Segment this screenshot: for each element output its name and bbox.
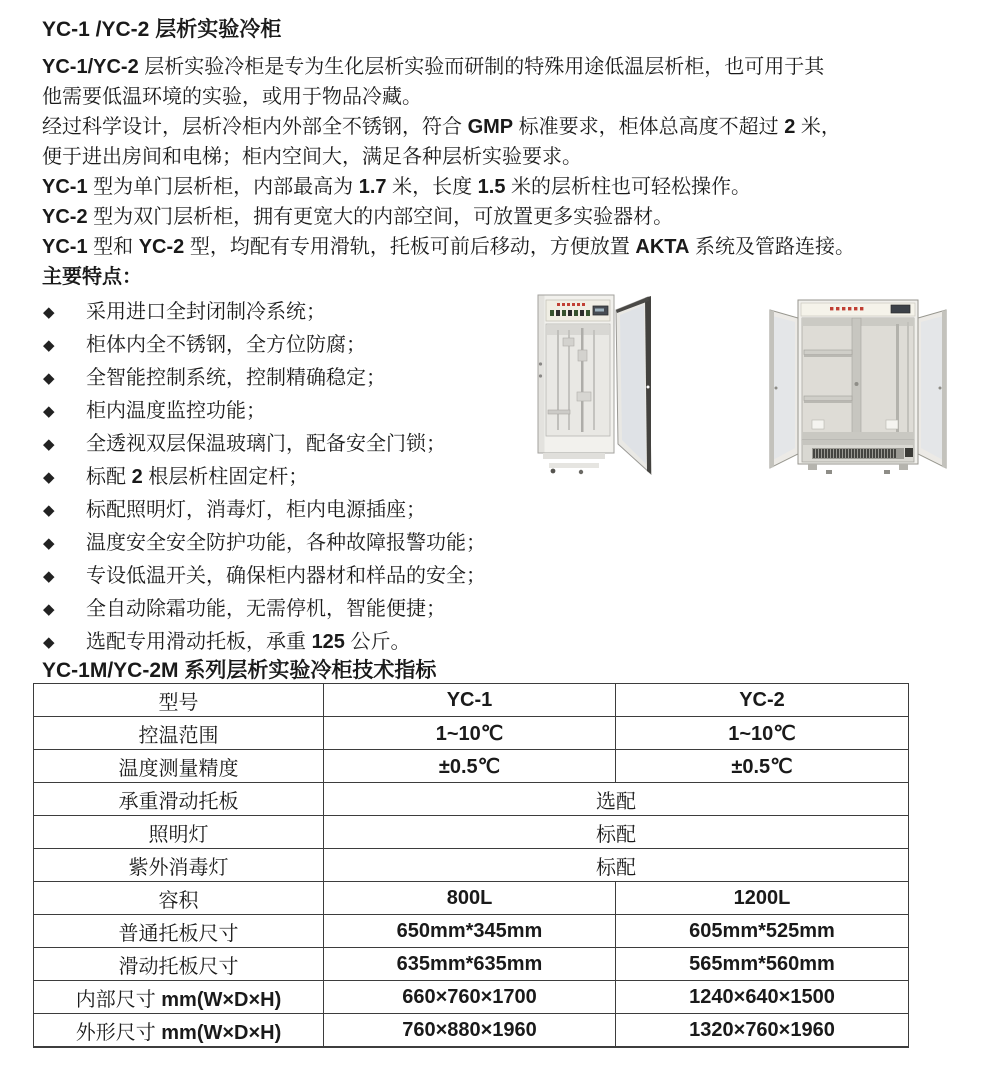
feature-item-text: 标配照明灯，消毒灯，柜内电源插座； — [86, 499, 426, 521]
spec-value-cell: YC-1 — [324, 684, 616, 717]
yc1-control-panel — [546, 300, 610, 321]
spec-header-row — [34, 684, 909, 717]
spec-value-cell: 635mm*635mm — [324, 948, 616, 981]
yc1-open-door — [616, 296, 651, 474]
yc2-product-photo — [768, 296, 948, 480]
spec-row — [34, 750, 909, 783]
spec-row — [34, 717, 909, 750]
spec-value-cell: 760×880×1960 — [324, 1014, 616, 1048]
feature-item-text: 标配 2 根层析柱固定杆； — [86, 466, 309, 488]
diamond-bullet-icon: ◆ — [43, 601, 55, 618]
diamond-bullet-icon: ◆ — [43, 535, 55, 552]
yc2-display — [891, 305, 910, 313]
feature-item-text: 专设低温开关，确保柜内器材和样品的安全； — [86, 565, 486, 587]
yc2-vent-grille — [802, 440, 914, 462]
spec-value-cell: 800L — [324, 882, 616, 915]
yc2-left-door — [770, 310, 798, 468]
intro-line: YC-1/YC-2 层析实验冷柜是专为生化层析实验而研制的特殊用途低温层析柜，也可用于其 — [42, 56, 825, 78]
spec-row — [34, 915, 909, 948]
spec-value-cell: 605mm*525mm — [616, 915, 909, 948]
yc2-cabinet — [798, 300, 918, 474]
feature-item — [42, 593, 947, 626]
yc2-right-door — [918, 310, 946, 468]
spec-row-label: 控温范围 — [34, 717, 324, 750]
spec-row — [34, 816, 909, 849]
spec-row-label: 外形尺寸 mm(W×D×H) — [34, 1014, 324, 1048]
diamond-bullet-icon: ◆ — [43, 469, 55, 486]
intro-line: YC-1 型为单门层析柜，内部最高为 1.7 米，长度 1.5 米的层析柱也可轻松操作。 — [42, 176, 752, 198]
intro-paragraphs — [42, 52, 947, 262]
spec-value-cell: 1320×760×1960 — [616, 1014, 909, 1048]
spec-value-cell: 1200L — [616, 882, 909, 915]
feature-item — [42, 494, 947, 527]
spec-value-cell: 标配 — [324, 816, 909, 849]
diamond-bullet-icon: ◆ — [43, 568, 55, 585]
yc2-interior — [802, 318, 914, 440]
spec-row-label: 照明灯 — [34, 816, 324, 849]
spec-row-label: 温度测量精度 — [34, 750, 324, 783]
document-content — [42, 14, 947, 1048]
intro-line: 便于进出房间和电梯；柜内空间大，满足各种层析实验要求。 — [42, 146, 582, 168]
yc1-product-photo — [537, 292, 653, 478]
spec-value-cell: ±0.5℃ — [616, 750, 909, 783]
diamond-bullet-icon: ◆ — [43, 634, 55, 651]
page-title: YC-1 /YC-2 层析实验冷柜 — [42, 18, 282, 41]
spec-table-title: YC-1M/YC-2M 系列层析实验冷柜技术指标 — [42, 659, 437, 682]
spec-value-cell: 650mm*345mm — [324, 915, 616, 948]
spec-row-label: 滑动托板尺寸 — [34, 948, 324, 981]
spec-row-label: 普通托板尺寸 — [34, 915, 324, 948]
spec-row-label: 型号 — [34, 684, 324, 717]
diamond-bullet-icon: ◆ — [43, 337, 55, 354]
spec-value-cell: YC-2 — [616, 684, 909, 717]
feature-item — [42, 527, 947, 560]
spec-row-label: 内部尺寸 mm(W×D×H) — [34, 981, 324, 1014]
spec-row — [34, 849, 909, 882]
feature-item-text: 全自动除霜功能，无需停机，智能便捷； — [86, 598, 446, 620]
feature-item-text: 柜内温度监控功能； — [86, 400, 266, 422]
intro-line: 经过科学设计，层析冷柜内外部全不锈钢，符合 GMP 标准要求，柜体总高度不超过 2 米， — [42, 116, 841, 138]
spec-table — [33, 683, 909, 1048]
feature-item-text: 柜体内全不锈钢，全方位防腐； — [86, 334, 366, 356]
feature-item-text: 温度安全安全防护功能，各种故障报警功能； — [86, 532, 486, 554]
spec-value-cell: ±0.5℃ — [324, 750, 616, 783]
features-heading: 主要特点： — [42, 266, 142, 288]
spec-row — [34, 882, 909, 915]
diamond-bullet-icon: ◆ — [43, 436, 55, 453]
feature-item — [42, 626, 947, 659]
intro-line: 他需要低温环境的实验，或用于物品冷藏。 — [42, 86, 422, 108]
spec-value-cell: 1~10℃ — [616, 717, 909, 750]
spec-value-cell: 标配 — [324, 849, 909, 882]
diamond-bullet-icon: ◆ — [43, 403, 55, 420]
spec-row — [34, 981, 909, 1014]
feature-item-text: 全智能控制系统，控制精确稳定； — [86, 367, 386, 389]
feature-item-text: 采用进口全封闭制冷系统； — [86, 301, 326, 323]
spec-row — [34, 948, 909, 981]
intro-line: YC-2 型为双门层析柜，拥有更宽大的内部空间，可放置更多实验器材。 — [42, 206, 674, 228]
spec-value-cell: 1240×640×1500 — [616, 981, 909, 1014]
spec-value-cell: 565mm*560mm — [616, 948, 909, 981]
yc2-control-panel — [801, 303, 915, 316]
diamond-bullet-icon: ◆ — [43, 370, 55, 387]
feature-item — [42, 560, 947, 593]
feature-item-text: 选配专用滑动托板，承重 125 公斤。 — [86, 631, 411, 653]
spec-row-label: 容积 — [34, 882, 324, 915]
spec-value-cell: 660×760×1700 — [324, 981, 616, 1014]
intro-line: YC-1 型和 YC-2 型，均配有专用滑轨，托板可前后移动，方便放置 AKTA 系统及管路连接。 — [42, 236, 856, 258]
diamond-bullet-icon: ◆ — [43, 304, 55, 321]
yc1-cabinet — [538, 295, 614, 474]
spec-value-cell: 1~10℃ — [324, 717, 616, 750]
diamond-bullet-icon: ◆ — [43, 502, 55, 519]
feature-item-text: 全透视双层保温玻璃门，配备安全门锁； — [86, 433, 446, 455]
yc1-interior — [546, 324, 610, 436]
spec-row — [34, 1014, 909, 1048]
spec-row-label: 紫外消毒灯 — [34, 849, 324, 882]
spec-value-cell: 选配 — [324, 783, 909, 816]
spec-row — [34, 783, 909, 816]
spec-row-label: 承重滑动托板 — [34, 783, 324, 816]
